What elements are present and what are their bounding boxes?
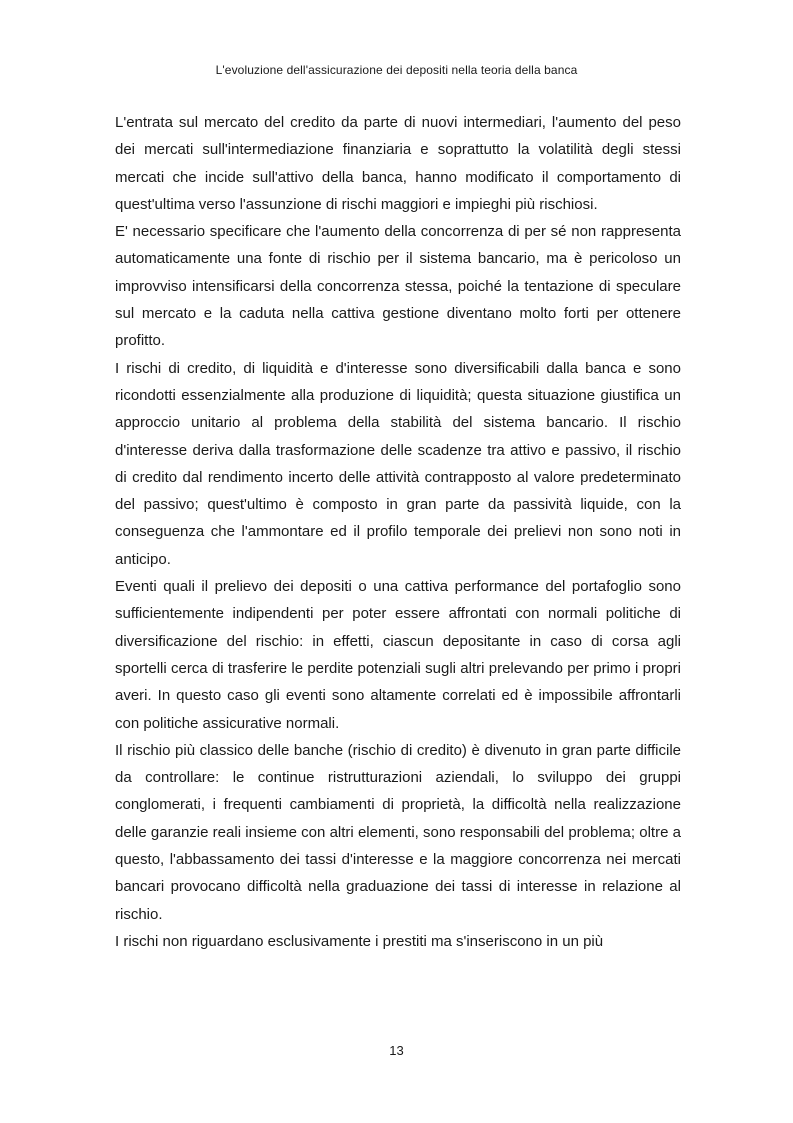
paragraph: I rischi non riguardano esclusivamente i prestiti ma s'inseriscono in un più	[115, 932, 604, 950]
paragraph: L'entrata sul mercato del credito da parte di nuovi intermediari, l'aumento del peso dei mercati sull'intermediazione finanziaria e soprattutto la volatilità degli stessi mercati che incide sull'attivo della banca, hanno modificato il comportamento di quest'ultima verso l'assunzione di rischi maggiori e impieghi più rischiosi.	[115, 114, 681, 213]
page-number: 13	[389, 1043, 404, 1058]
body-text	[115, 109, 681, 955]
running-header: L'evoluzione dell'assicurazione dei depositi nella teoria della banca	[215, 63, 578, 77]
paragraph: Eventi quali il prelievo dei depositi o una cattiva performance del portafoglio sono sufficientemente indipendenti per poter essere affrontati con normali politiche di diversificazione del rischio: in effetti, ciascun depositante in caso di corsa agli sportelli cerca di trasferire le perdite potenziali sugli altri prelevando per primo i propri averi. In questo caso gli eventi sono altamente correlati ed è impossibile affrontarli con politiche assicurative normali.	[115, 578, 681, 732]
paragraph: Il rischio più classico delle banche (rischio di credito) è divenuto in gran parte difficile da controllare: le continue ristrutturazioni aziendali, lo sviluppo dei gruppi conglomerati, i frequenti cambiamenti di proprietà, la difficoltà nella realizzazione delle garanzie reali insieme con altri elementi, sono responsabili del problema; oltre a questo, l'abbassamento dei tassi d'interesse e la maggiore concorrenza nei mercati bancari provocano difficoltà nella graduazione dei tassi di interesse in relazione al rischio.	[115, 741, 681, 923]
paragraph: I rischi di credito, di liquidità e d'interesse sono diversificabili dalla banca e sono ricondotti essenzialmente alla produzione di liquidità; questa situazione giustifica un approccio unitario al problema della stabilità del sistema bancario. Il rischio d'interesse deriva dalla trasformazione delle scadenze tra attivo e passivo, il rischio di credito dal rendimento incerto delle attività contrapposto al valore predeterminato del passivo; quest'ultimo è composto in gran parte da passività liquide, con la conseguenza che l'ammontare ed il profilo temporale dei prelievi non sono noti in anticipo.	[115, 359, 681, 568]
paragraph: E' necessario specificare che l'aumento della concorrenza di per sé non rappresenta automaticamente una fonte di rischio per il sistema bancario, ma è pericoloso un improvviso intensificarsi della concorrenza stessa, poiché la tentazione di speculare sul mercato e la caduta nella cattiva gestione diventano molto forti per ottenere profitto.	[115, 223, 681, 350]
